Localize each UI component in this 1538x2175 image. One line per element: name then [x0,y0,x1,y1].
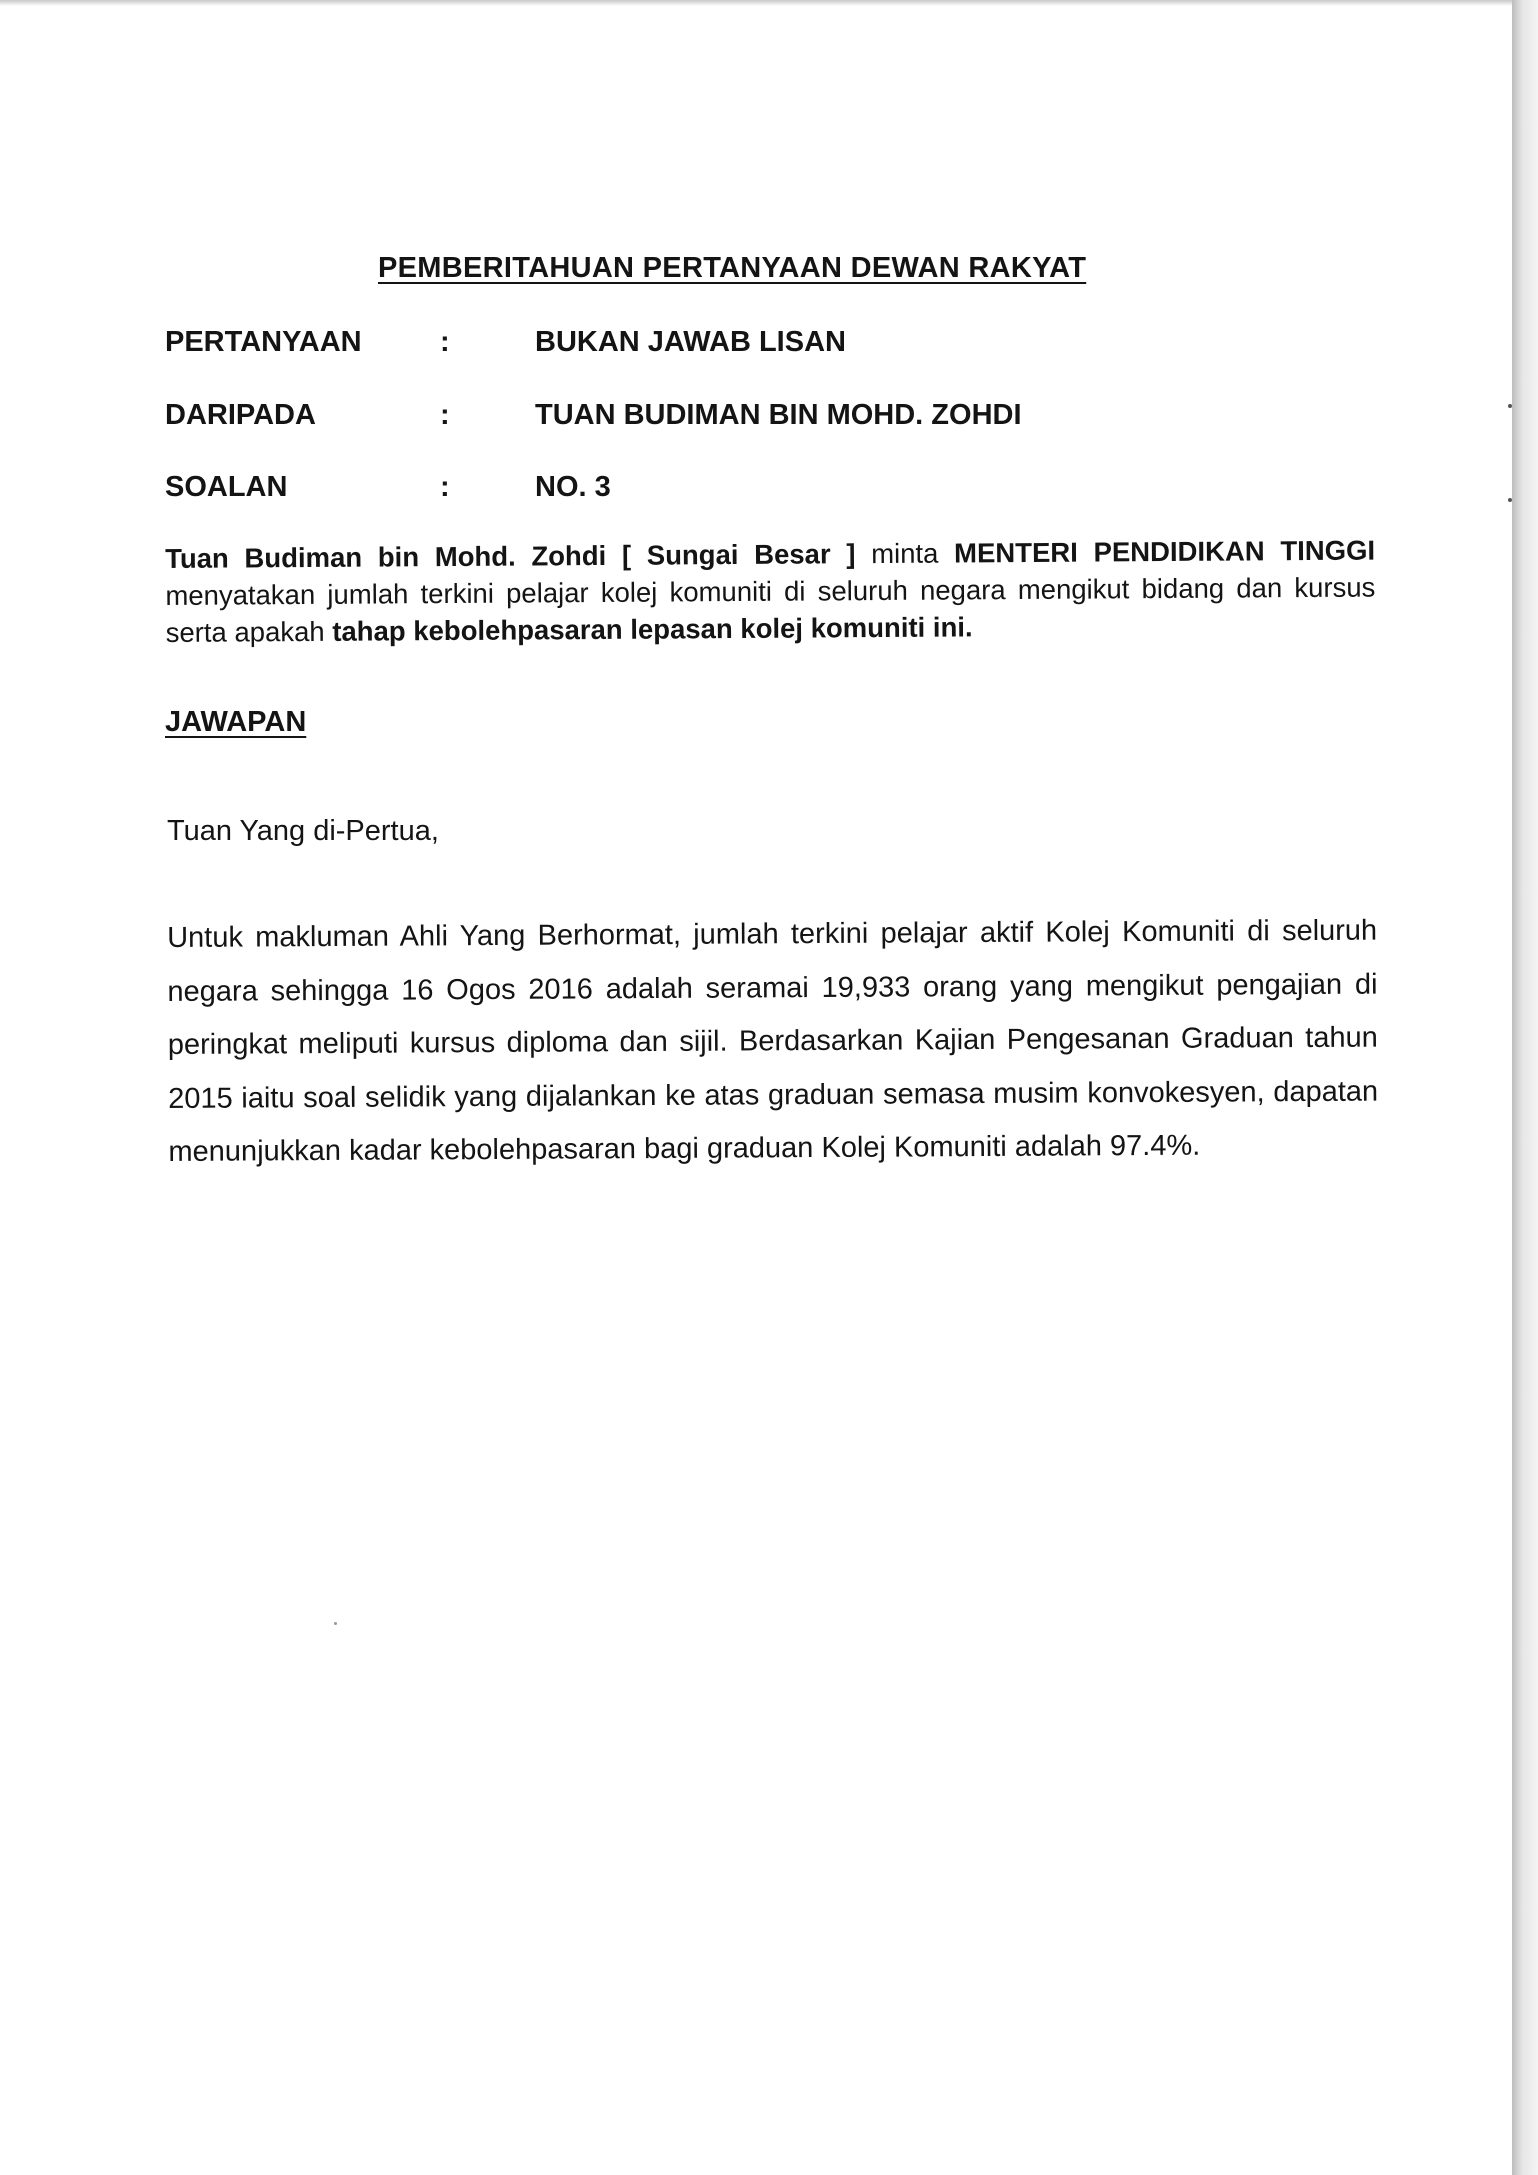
question-ministry: MENTERI PENDIDIKAN TINGGI [954,534,1376,569]
meta-colon: : [440,471,450,503]
meta-value: NO. 3 [535,471,611,503]
scan-top-shadow [0,0,1538,6]
meta-label: DARIPADA [165,399,316,431]
question-text: menyatakan jumlah terkini pelajar kolej komuniti di seluruh negara mengikut bidang dan kursus serta apakah [165,571,1376,648]
document-title: PEMBERITAHUAN PERTANYAAN DEWAN RAKYAT [378,252,1087,284]
question-text: minta [855,537,955,570]
meta-label: PERTANYAAN [165,326,362,358]
meta-value: TUAN BUDIMAN BIN MOHD. ZOHDI [535,399,1022,431]
answer-paragraph: Untuk makluman Ahli Yang Berhormat, jumlah terkini pelajar aktif Kolej Komuniti di seluruh negara sehingga 16 Ogos 2016 adalah seramai 19,933 orang yang mengikut pengajian di peringkat meliputi kursus diploma dan sijil. Berdasarkan Kajian Pengesanan Graduan tahun 2015 iaitu soal selidik yang dijalankan ke atas graduan semasa musim konvokesyen, dapatan menunjukkan kadar kebolehpasaran bagi graduan Kolej Komuniti adalah 97.4%. [167,914,1379,1168]
meta-colon: : [440,399,450,431]
question-paragraph [165,532,1376,651]
answer-heading: JAWAPAN [165,706,307,738]
meta-colon: : [440,326,450,358]
meta-label: SOALAN [165,471,288,503]
meta-value: BUKAN JAWAB LISAN [535,326,846,358]
question-emphasis: tahap kebolehpasaran lepasan kolej komuniti ini. [332,611,973,647]
salutation: Tuan Yang di-Pertua, [167,815,439,847]
scan-speck [334,1622,337,1625]
question-asker: Tuan Budiman bin Mohd. Zohdi [ Sungai Besar ] [165,538,856,574]
page-edge-shadow [1512,0,1538,2175]
